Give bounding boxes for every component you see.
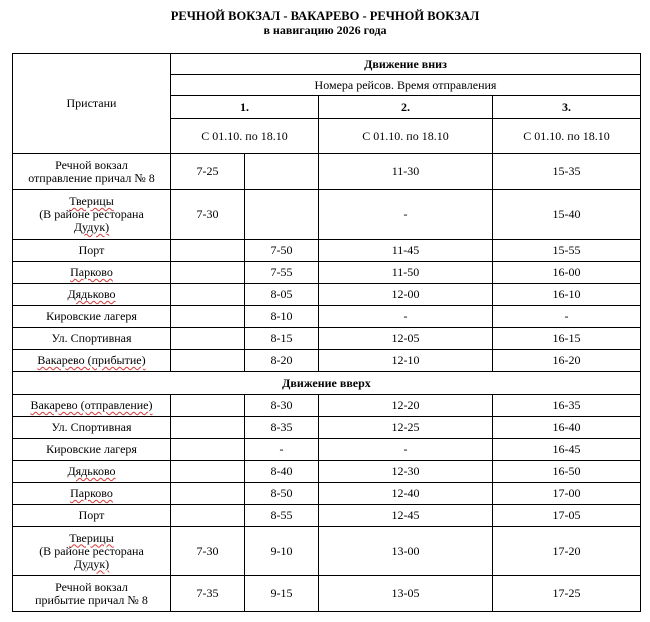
trip-2-time: 12-00	[319, 284, 493, 306]
table-row	[13, 190, 641, 240]
upstream-section	[13, 372, 641, 395]
stop-name-line: Парково	[70, 486, 113, 500]
stop-name	[13, 328, 171, 350]
stop-name	[13, 190, 171, 240]
trip-3-time: 16-00	[493, 262, 641, 284]
trip-1-time-a: 7-30	[171, 527, 245, 576]
table-row	[13, 417, 641, 439]
stop-name-line: Кировские лагеря	[46, 309, 137, 323]
trip-3-time: 17-20	[493, 527, 641, 576]
trip-1-time-a	[171, 328, 245, 350]
trip-2-time: 13-05	[319, 576, 493, 612]
stop-name	[13, 284, 171, 306]
stop-name-line: Вакарево (отправление)	[30, 398, 153, 412]
stop-name-line: Речной вокзал	[55, 157, 128, 172]
trip-1-time-b: 9-15	[245, 576, 319, 612]
stop-name-line: отправление причал № 8	[28, 170, 155, 185]
table-row	[13, 154, 641, 190]
trip-2-time: -	[319, 439, 493, 461]
trip-3-time: 16-45	[493, 439, 641, 461]
trip-1-time-b: 8-55	[245, 505, 319, 527]
stop-name	[13, 483, 171, 505]
trip-2-number: 2.	[319, 96, 493, 119]
trip-3-time: 15-40	[493, 190, 641, 240]
table-row	[13, 306, 641, 328]
trip-1-time-a	[171, 439, 245, 461]
stop-name-line: Кировские лагеря	[46, 442, 137, 456]
stop-name	[13, 461, 171, 483]
trip-1-time-b	[245, 154, 319, 190]
stop-name-line: Тверицы	[69, 194, 114, 208]
trip-3-time: 16-50	[493, 461, 641, 483]
stop-name-line: Речной вокзал	[55, 579, 128, 594]
trip-1-time-a	[171, 284, 245, 306]
downstream-header: Движение вниз	[171, 54, 641, 75]
table-row	[13, 284, 641, 306]
trip-1-time-a	[171, 240, 245, 262]
trip-3-time: 16-15	[493, 328, 641, 350]
trip-3-time: 17-25	[493, 576, 641, 612]
upstream-header: Движение вверх	[13, 372, 641, 395]
table-row	[13, 483, 641, 505]
table-row	[13, 505, 641, 527]
stop-name	[13, 505, 171, 527]
trip-2-time: 12-45	[319, 505, 493, 527]
stop-name	[13, 417, 171, 439]
trip-2-time: 12-20	[319, 395, 493, 417]
stop-name-line: Порт	[78, 243, 105, 257]
trip-3-number: 3.	[493, 96, 641, 119]
trip-1-time-b: 8-10	[245, 306, 319, 328]
table-row	[13, 240, 641, 262]
trip-2-time: 12-05	[319, 328, 493, 350]
trip-1-time-a: 7-35	[171, 576, 245, 612]
stops-header: Пристани	[13, 54, 171, 154]
trip-3-period: С 01.10. по 18.10	[493, 119, 641, 154]
stop-name-line: прибытие причал № 8	[35, 592, 148, 607]
stop-name	[13, 527, 171, 576]
stop-name-line: Порт	[78, 508, 105, 522]
trip-3-time: 15-35	[493, 154, 641, 190]
trip-2-time: 12-10	[319, 350, 493, 372]
stop-name-line: Дядьково	[67, 287, 116, 301]
table-row	[13, 262, 641, 284]
stop-name-line: Дудук)	[73, 220, 110, 234]
trip-1-period: С 01.10. по 18.10	[171, 119, 319, 154]
trip-1-time-b: 8-50	[245, 483, 319, 505]
table-row	[13, 395, 641, 417]
trip-3-time: 17-05	[493, 505, 641, 527]
trip-2-time: 11-30	[319, 154, 493, 190]
trip-2-time: 12-40	[319, 483, 493, 505]
stop-name-line: Ул. Спортивная	[51, 420, 132, 434]
stop-name	[13, 576, 171, 612]
stop-name	[13, 154, 171, 190]
stop-name	[13, 262, 171, 284]
trip-2-time: 13-00	[319, 527, 493, 576]
stop-name	[13, 350, 171, 372]
trip-2-time: 11-50	[319, 262, 493, 284]
trip-1-time-a	[171, 483, 245, 505]
trip-1-time-a	[171, 505, 245, 527]
table-header	[13, 54, 641, 154]
trip-1-time-b	[245, 190, 319, 240]
trip-1-time-a	[171, 350, 245, 372]
trip-1-number: 1.	[171, 96, 319, 119]
trip-1-time-b: -	[245, 439, 319, 461]
trip-1-time-b: 9-10	[245, 527, 319, 576]
trip-1-time-a	[171, 395, 245, 417]
stop-name	[13, 395, 171, 417]
trip-3-time: 17-00	[493, 483, 641, 505]
upstream-rows	[13, 395, 641, 612]
trip-1-time-a: 7-25	[171, 154, 245, 190]
stop-name-line: (В районе ресторана	[39, 543, 144, 558]
table-row	[13, 527, 641, 576]
stop-name-line: Тверицы	[69, 530, 114, 545]
trip-1-time-b: 8-35	[245, 417, 319, 439]
trip-1-time-b: 8-40	[245, 461, 319, 483]
table-row	[13, 328, 641, 350]
trip-1-time-b: 8-15	[245, 328, 319, 350]
stop-name-line: Ул. Спортивная	[51, 331, 132, 345]
trip-2-time: 12-30	[319, 461, 493, 483]
trip-1-time-b: 8-30	[245, 395, 319, 417]
title-block	[0, 9, 650, 37]
stop-name-line: Вакарево (прибытие)	[37, 353, 146, 367]
trip-1-time-b: 7-50	[245, 240, 319, 262]
trip-1-time-b: 8-20	[245, 350, 319, 372]
table-row	[13, 576, 641, 612]
page-title: РЕЧНОЙ ВОКЗАЛ - ВАКАРЕВО - РЕЧНОЙ ВОКЗАЛ	[170, 9, 480, 23]
trip-2-time: 12-25	[319, 417, 493, 439]
stop-name-line: (В районе ресторана	[39, 207, 144, 221]
trip-1-time-a	[171, 461, 245, 483]
table-row	[13, 461, 641, 483]
trip-1-time-b: 7-55	[245, 262, 319, 284]
trip-1-time-a: 7-30	[171, 190, 245, 240]
trip-3-time: 15-55	[493, 240, 641, 262]
trip-2-time: -	[319, 190, 493, 240]
stop-name	[13, 240, 171, 262]
trip-3-time: 16-10	[493, 284, 641, 306]
trip-1-time-a	[171, 417, 245, 439]
stop-name-line: Дудук)	[73, 556, 110, 571]
trips-label: Номера рейсов. Время отправления	[171, 75, 641, 96]
downstream-rows	[13, 154, 641, 372]
trip-1-time-b: 8-05	[245, 284, 319, 306]
trip-1-time-a	[171, 306, 245, 328]
stop-name	[13, 439, 171, 461]
table-row	[13, 350, 641, 372]
stop-name-line: Парково	[70, 265, 113, 279]
trip-3-time: 16-40	[493, 417, 641, 439]
schedule-table	[12, 53, 641, 612]
trip-3-time: 16-20	[493, 350, 641, 372]
trip-1-time-a	[171, 262, 245, 284]
trip-2-time: 11-45	[319, 240, 493, 262]
page-subtitle: в навигацию 2026 года	[263, 23, 387, 37]
stop-name	[13, 306, 171, 328]
trip-2-time: -	[319, 306, 493, 328]
trip-3-time: 16-35	[493, 395, 641, 417]
table-row	[13, 439, 641, 461]
trip-2-period: С 01.10. по 18.10	[319, 119, 493, 154]
stop-name-line: Дядьково	[67, 464, 116, 478]
trip-3-time: -	[493, 306, 641, 328]
